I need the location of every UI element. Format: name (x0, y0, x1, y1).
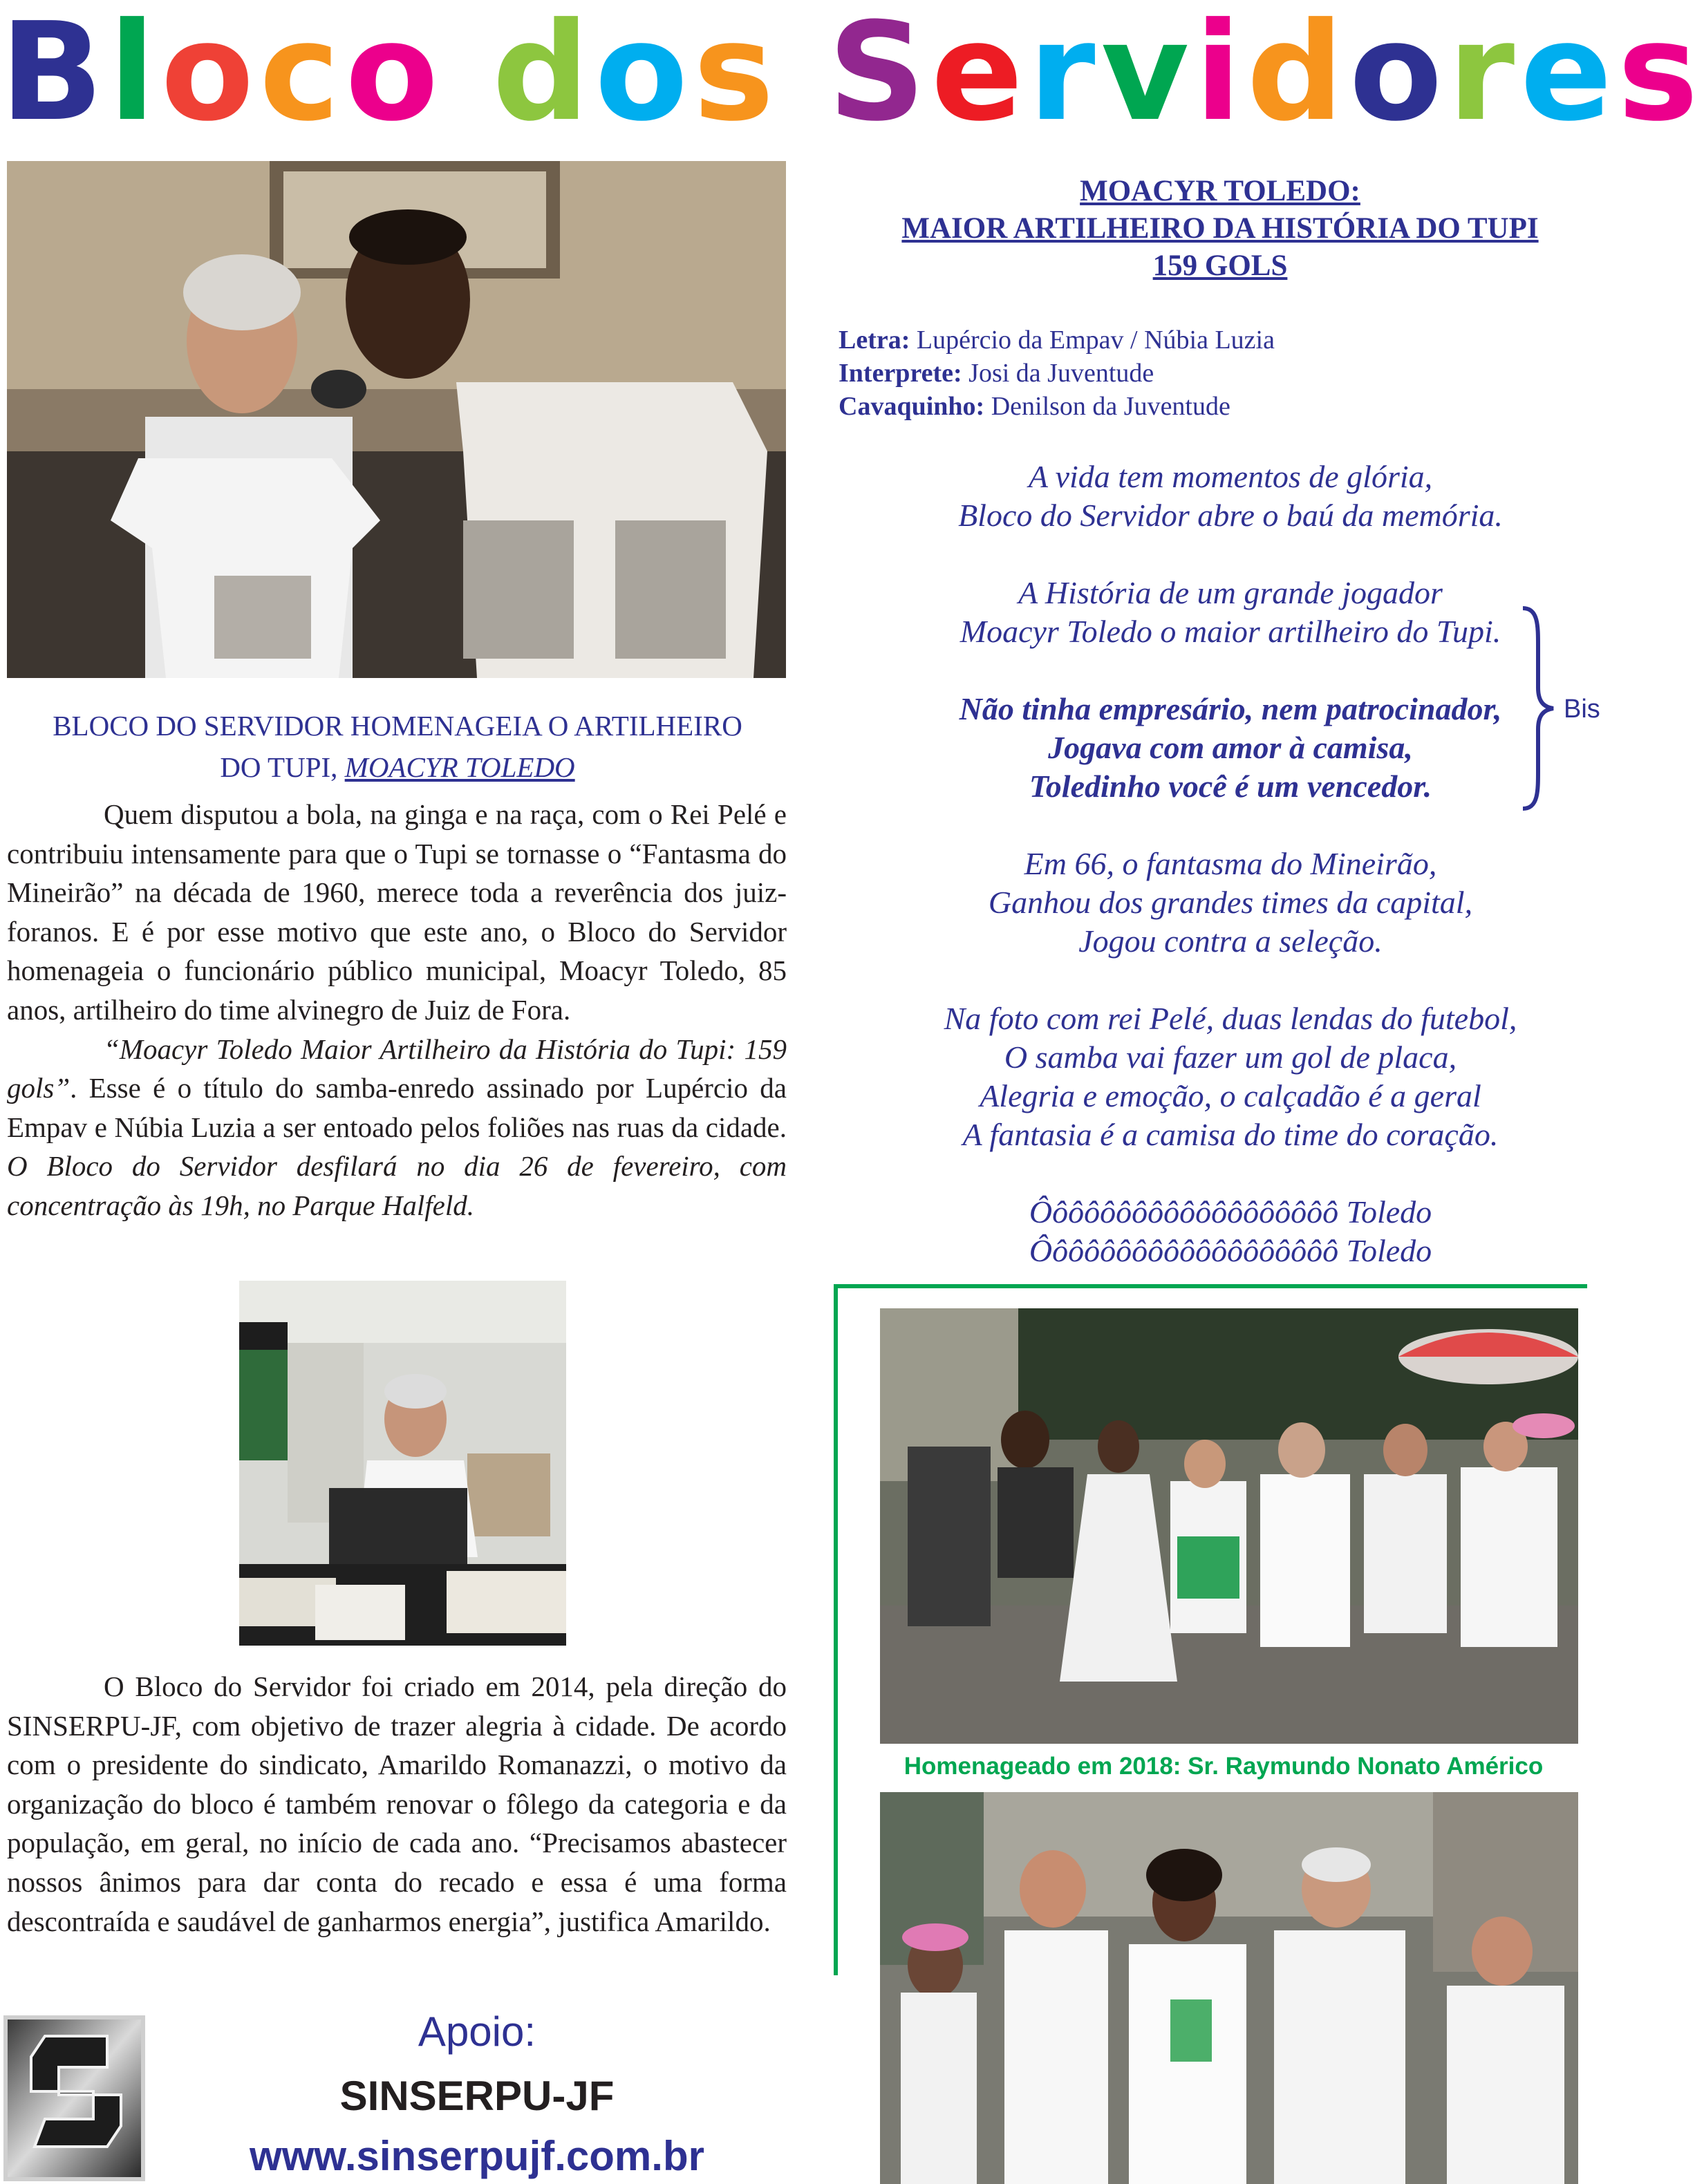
photo-moacyr-exhibition (239, 1281, 566, 1646)
masthead-letter: c (259, 0, 346, 151)
lyrics-line: Jogava com amor à camisa, (1048, 730, 1413, 765)
masthead-letter: l (109, 0, 161, 151)
lyrics-line: Bloco do Servidor abre o baú da memória. (958, 498, 1503, 533)
parade-info: O Bloco do Servidor desfilará no dia 26 de fevereiro, com concentração às 19h, no Parque Halfeld. (7, 1150, 787, 1221)
lyrics-line: Ôôôôôôôôôôôôôôôôôôô Toledo (1029, 1194, 1432, 1230)
article-body (7, 795, 787, 1225)
masthead-letter: o (345, 0, 444, 151)
article-headline (7, 705, 788, 788)
article-paragraph: O Bloco do Servidor foi criado em 2014, pela direção do SINSERPU-JF, com objetivo de trazer alegria à cidade. De acordo com o presidente do sindicato, Amarildo Romanazzi, o motivo da organização do bloco é também renovar o fôlego da categoria e da população, em geral, no início de cada ano. “Precisamos abastecer nossos ânimos para dar conta do recado e essa é uma forma descontraída e saudável de ganharmos energia”, justifica Amarildo. (7, 1670, 787, 1937)
lyrics-line: O samba vai fazer um gol de placa, (1004, 1039, 1457, 1075)
credit-label: Interprete: (839, 359, 962, 388)
credit-cavaquinho (839, 390, 1599, 423)
credit-label: Letra: (839, 326, 910, 355)
bis-label: Bis (1564, 695, 1600, 724)
credit-value: Denilson da Juventude (984, 392, 1230, 421)
green-divider (834, 1284, 838, 1975)
masthead-letter: d (492, 0, 595, 151)
lyrics-line: Em 66, o fantasma do Mineirão, (1024, 846, 1437, 881)
article-text: . Esse é o título do samba-enredo assinado por Lupércio da Empav e Núbia Luzia a ser entoado pelos foliões nas ruas da cidade. (7, 1072, 787, 1143)
credit-label: Cavaquinho: (839, 392, 985, 421)
lyrics-spacer (823, 1154, 1638, 1193)
lyrics-line: Jogou contra a seleção. (1078, 923, 1383, 959)
song-lyrics (823, 458, 1638, 1270)
green-divider (834, 1284, 1587, 1288)
lyrics-line: Na foto com rei Pelé, duas lendas do futebol, (944, 1001, 1517, 1036)
masthead-letter: i (1195, 0, 1247, 151)
lyrics-line: A fantasia é a camisa do time do coração. (962, 1117, 1499, 1152)
photo-moacyr-pele (7, 161, 786, 678)
credit-value: Lupércio da Empav / Núbia Luzia (910, 326, 1275, 355)
lyrics-spacer (823, 651, 1638, 690)
samba-title-quote: “Moacyr Toledo Maior Artilheiro da História do Tupi: 159 gols” (7, 1033, 787, 1104)
lyrics-line: Ganhou dos grandes times da capital, (988, 885, 1473, 920)
photo-caption: Homenageado em 2018: Sr. Raymundo Nonato Américo (904, 1753, 1544, 1780)
support-label: Apoio: (418, 2008, 536, 2055)
masthead-letter: o (594, 0, 694, 151)
photo-parade-group (880, 1792, 1578, 2184)
lyrics-line: Alegria e emoção, o calçadão é a geral (980, 1078, 1481, 1113)
lyrics-line: Toledinho você é um vencedor. (1029, 769, 1432, 804)
headline-line (7, 746, 788, 788)
support-website-link[interactable]: www.sinserpujf.com.br (250, 2133, 704, 2179)
masthead-letter: e (930, 0, 1029, 151)
song-title-line: MAIOR ARTILHEIRO DA HISTÓRIA DO TUPI (901, 212, 1539, 245)
masthead-word-servidores (827, 0, 1704, 151)
headline-honoree-name: MOACYR TOLEDO (344, 751, 575, 783)
masthead-letter: v (1101, 0, 1195, 151)
article-paragraph: Quem disputou a bola, na ginga e na raça, com o Rei Pelé e contribuiu intensamente para que o Tupi se tornasse o “Fantasma do Mineirão” na década de 1960, merece toda a reverência dos juiz-foranos. E é por esse motivo que este ano, o Bloco do Servidor homenageia o funcionário público municipal, Moacyr Toledo, 85 anos, artilheiro do time alvinegro de Juiz de Fora. (7, 798, 787, 1026)
article-paragraph (7, 1030, 787, 1225)
headline-prefix: DO TUPI, (220, 751, 345, 783)
masthead-title (0, 0, 1704, 151)
credit-interpreter (839, 357, 1599, 390)
support-organization: SINSERPU-JF (339, 2073, 615, 2119)
lyrics-line: Não tinha empresário, nem patrocinador, (959, 691, 1502, 726)
credit-value: Josi da Juventude (962, 359, 1154, 388)
masthead-letter: r (1448, 0, 1521, 151)
lyrics-spacer (823, 961, 1638, 999)
masthead-letter: B (0, 0, 109, 151)
song-credits (839, 323, 1599, 423)
masthead-letter: e (1520, 0, 1618, 151)
song-title-line: MOACYR TOLEDO: (1080, 175, 1360, 207)
masthead-letter: r (1028, 0, 1101, 151)
lyrics-line: Moacyr Toledo o maior artilheiro do Tupi. (959, 614, 1501, 649)
masthead-letter: o (160, 0, 260, 151)
masthead-letter: S (827, 0, 931, 151)
photo-parade-2018 (880, 1308, 1578, 1744)
headline-line: BLOCO DO SERVIDOR HOMENAGEIA O ARTILHEIRO (53, 710, 742, 742)
credit-lyrics (839, 323, 1599, 357)
song-title (823, 173, 1618, 285)
masthead-letter: s (1618, 0, 1704, 151)
lyrics-line: Ôôôôôôôôôôôôôôôôôôô Toledo (1029, 1233, 1432, 1268)
lyrics-line: A História de um grande jogador (1018, 575, 1443, 610)
lyrics-spacer (823, 806, 1638, 845)
masthead-letter: d (1246, 0, 1349, 151)
masthead-word-bloco (0, 0, 444, 151)
lyrics-spacer (823, 535, 1638, 574)
masthead-letter: s (693, 0, 780, 151)
masthead-word-dos (492, 0, 780, 151)
song-title-line: 159 GOLS (1152, 250, 1288, 282)
bis-brace-icon (1517, 605, 1559, 812)
sinserpu-logo-icon (3, 2015, 145, 2181)
lyrics-line: A vida tem momentos de glória, (1028, 459, 1433, 494)
masthead-letter: o (1349, 0, 1448, 151)
article-body-2 (7, 1667, 787, 1941)
